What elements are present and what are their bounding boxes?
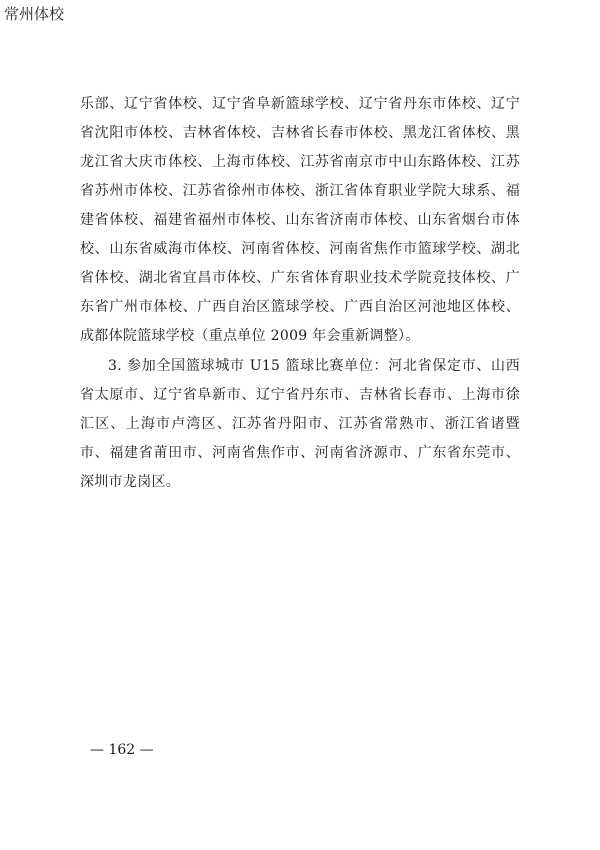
document-body <box>80 90 520 497</box>
paragraph-1: 乐部、辽宁省体校、辽宁省阜新篮球学校、辽宁省丹东市体校、辽宁省沈阳市体校、吉林省体校、吉林省长春市体校、黑龙江省体校、黑龙江省大庆市体校、上海市体校、江苏省南京市中山东路体校、江苏省苏州市体校、江苏省徐州市体校、浙江省体育职业学院大球系、福建省体校、福建省福州市体校、山东省济南市体校、山东省烟台市体校、山东省威海市体校、河南省体校、河南省焦作市篮球学校、湖北省体校、湖北省宜昌市体校、广东省体育职业技术学院竞技体校、广东省广州市体校、广西自治区篮球学校、广西自治区河池地区体校、成都体院篮球学校（重点单位 2009 年会重新调整）。 <box>80 96 520 344</box>
page-number: — 162 — <box>90 742 154 758</box>
page-header-title: 常州体校 <box>4 5 65 23</box>
paragraph-2: 3. 参加全国篮球城市 U15 篮球比赛单位：河北省保定市、山西省太原市、辽宁省阜新市、辽宁省丹东市、吉林省长春市、上海市徐汇区、上海市卢湾区、江苏省丹阳市、江苏省常熟市、浙江省诸暨市、福建省莆田市、河南省焦作市、河南省济源市、广东省东莞市、深圳市龙岗区。 <box>80 358 520 490</box>
